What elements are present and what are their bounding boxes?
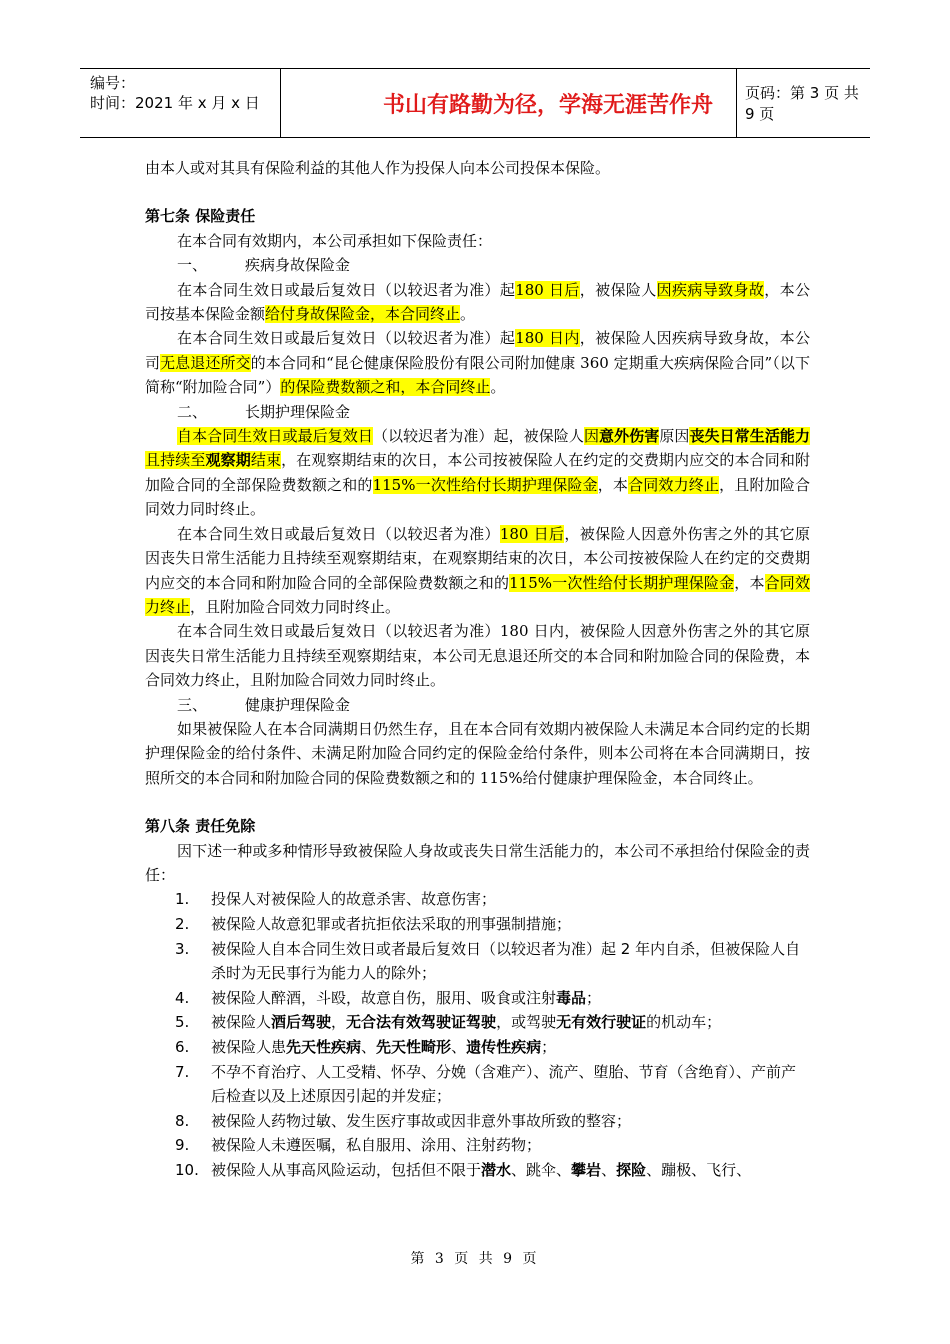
item-text: 被保险人故意犯罪或者抗拒依法采取的刑事强制措施； xyxy=(211,914,572,933)
bold-term: 潜水 xyxy=(481,1160,512,1179)
section-title: 健康护理保险金 xyxy=(245,695,351,714)
item-text: ； xyxy=(541,1037,557,1056)
page-footer: 第 3 页 共 9 页 xyxy=(410,1251,540,1267)
list-item xyxy=(145,986,810,1011)
list-item xyxy=(145,937,810,986)
text: 在本合同生效日或最后复效日（以较迟者为准） xyxy=(177,524,500,543)
text: 原因 xyxy=(659,427,690,446)
highlight: 观察期 xyxy=(205,451,251,470)
article-7-lead: 在本合同有效期内，本公司承担如下保险责任： xyxy=(177,231,493,250)
item-text: ， xyxy=(331,1013,347,1032)
list-item xyxy=(145,1035,810,1060)
item-text: ，或驾驶 xyxy=(496,1013,557,1032)
article-8-lead: 因下述一种或多种情形导致被保险人身故或丧失日常生活能力的，本公司不承担给付保险金的责任： xyxy=(145,841,810,884)
exclusion-list xyxy=(145,887,810,1182)
text: 在本合同生效日或最后复效日（以较迟者为准）起 xyxy=(177,329,516,348)
article-7-title: 第七条 保险责任 xyxy=(145,207,256,226)
page-header xyxy=(80,68,870,138)
date-line: 时间：2021 年 x 月 x 日 xyxy=(90,94,260,112)
item-text: 被保险人患 xyxy=(211,1037,287,1056)
item-text: 投保人对被保险人的故意杀害、故意伤害； xyxy=(211,890,497,909)
item-number: 8. xyxy=(175,1111,190,1130)
text: ，被保险人因疾病导致身故，本公司 xyxy=(145,329,810,372)
highlight: 180 日后 xyxy=(515,280,580,299)
spacer xyxy=(145,180,810,204)
item-text: 、跳伞、 xyxy=(511,1160,572,1179)
list-item xyxy=(145,912,810,937)
text: ，本公司按基本保险金额 xyxy=(145,280,810,324)
item-text: 的机动车； xyxy=(646,1013,722,1032)
document-body xyxy=(145,156,810,1183)
item-number: 3. xyxy=(175,939,190,958)
text: ，在观察期结束的次日，本公司按被保险人在约定的交费期内应交的本合同和附加险合同的全部保险费数额之和的 xyxy=(145,451,810,494)
item-text: 被保险人从事高风险运动，包括但不限于 xyxy=(211,1160,482,1179)
highlight: 115%一次性给付长期护理保险金 xyxy=(509,573,735,592)
item-text: 不孕不育治疗、人工受精、怀孕、分娩（含难产）、流产、堕胎、节育（含绝育）、产前产后检查以及上述原因引起的并发症； xyxy=(211,1062,797,1106)
item-text: 、 xyxy=(361,1037,377,1056)
text: 的本合同和“昆仑健康保险股份有限公司附加健康 360 定期重大疾病保险合同”（以下简称“附加险合同”） xyxy=(145,353,810,397)
paragraph xyxy=(145,424,810,522)
intro-line: 由本人或对其具有保险利益的其他人作为投保人向本公司投保本保险。 xyxy=(145,159,611,177)
section-title: 长期护理保险金 xyxy=(245,402,351,421)
serial-label: 编号： xyxy=(90,74,136,92)
header-motto: 书山有路勤为径，学海无涯苦作舟 xyxy=(382,92,713,118)
list-item xyxy=(145,1133,810,1158)
bold-term: 遗传性疾病 xyxy=(466,1037,542,1056)
item-number: 1. xyxy=(175,890,190,909)
item-text: 被保险人未遵医嘱，私自服用、涂用、注射药物； xyxy=(211,1136,542,1155)
bold-term: 先天性畸形 xyxy=(376,1037,452,1056)
text: 。 xyxy=(490,378,506,397)
bold-term: 无合法有效驾驶证驾驶 xyxy=(346,1013,497,1032)
bold-term: 无有效行驶证 xyxy=(556,1013,647,1032)
item-number: 6. xyxy=(175,1037,190,1056)
header-divider xyxy=(736,69,737,137)
item-number: 2. xyxy=(175,914,190,933)
list-item xyxy=(145,1010,810,1035)
highlight: 180 日后 xyxy=(499,524,565,543)
paragraph xyxy=(145,278,810,327)
text: 。 xyxy=(460,305,476,324)
item-number: 5. xyxy=(175,1013,190,1032)
list-item xyxy=(145,1109,810,1134)
paragraph xyxy=(145,326,810,399)
highlight: 自本合同生效日或最后复效日 xyxy=(177,427,373,446)
section-number: 一、 xyxy=(177,256,208,275)
bold-term: 攀岩 xyxy=(571,1160,602,1179)
highlight: 给付身故保险金，本合同终止 xyxy=(265,305,461,324)
header-meta xyxy=(90,73,275,113)
item-text: 、 xyxy=(451,1037,467,1056)
text: ，被保险人因意外伤害之外的其它原因丧失日常生活能力且持续至观察期结束，在观察期结束的次日，本公司按被保险人在约定的交费期内应交的本合同和附加险合同的全部保险费数额之和的 xyxy=(145,524,810,592)
text: ，被保险人 xyxy=(579,280,657,299)
text: ，本 xyxy=(734,573,765,592)
item-number: 7. xyxy=(175,1062,190,1081)
highlight: 180 日内 xyxy=(515,329,580,348)
bold-term: 毒品 xyxy=(556,988,587,1007)
paragraph xyxy=(145,522,810,620)
item-text: 被保险人醉酒，斗殴，故意自伤，服用、吸食或注射 xyxy=(211,988,557,1007)
highlight: 无息退还所交 xyxy=(160,353,251,372)
paragraph: 如果被保险人在本合同满期日仍然生存，且在本合同有效期内被保险人未满足本合同约定的长期护理保险金的给付条件、未满足附加险合同约定的保险金给付条件，则本公司将在本合同满期日，按照所交的本合同和附加险合同的保险费数额之和的 115%给付健康护理保险金，本合同终止。 xyxy=(145,719,810,787)
text: ，本 xyxy=(597,475,629,494)
item-text: ； xyxy=(586,988,602,1007)
highlight: 115%一次性给付长期护理保险金 xyxy=(372,475,598,494)
item-number: 4. xyxy=(175,988,190,1007)
text: ，且附加险合同效力同时终止。 xyxy=(190,597,401,616)
item-text: 被保险人自本合同生效日或者最后复效日（以较迟者为准）起 2 年内自杀，但被保险人自杀时为无民事行为能力人的除外； xyxy=(211,939,801,983)
list-item xyxy=(145,887,810,912)
section-number: 二、 xyxy=(177,402,208,421)
section-number: 三、 xyxy=(177,695,208,714)
bold-term: 先天性疾病 xyxy=(286,1037,362,1056)
header-divider xyxy=(280,69,281,137)
bold-term: 探险 xyxy=(616,1160,647,1179)
spacer xyxy=(145,790,810,814)
section-title: 疾病身故保险金 xyxy=(245,256,351,275)
list-item xyxy=(145,1060,810,1109)
highlight: 意外伤害 xyxy=(599,427,660,446)
highlight: 的保险费数额之和，本合同终止 xyxy=(280,378,491,397)
article-8-title: 第八条 责任免除 xyxy=(145,817,256,836)
item-number: 10. xyxy=(175,1160,199,1179)
highlight: 且持续至 xyxy=(145,451,206,470)
list-item xyxy=(145,1158,810,1183)
item-text: 、蹦极、飞行、 xyxy=(646,1160,752,1179)
section-3-heading xyxy=(145,693,810,717)
text: 在本合同生效日或最后复效日（以较迟者为准）起 xyxy=(177,280,516,299)
item-text: 被保险人 xyxy=(211,1013,272,1032)
bold-term: 酒后驾驶 xyxy=(271,1013,332,1032)
highlight: 合同效力终止 xyxy=(145,573,810,616)
highlight: 结束 xyxy=(250,451,282,470)
item-text: 、 xyxy=(601,1160,617,1179)
section-2-heading xyxy=(145,400,810,424)
header-page-info: 页码：第 3 页 共 9 页 xyxy=(745,84,859,123)
highlight: 因 xyxy=(583,427,600,446)
item-number: 9. xyxy=(175,1136,190,1155)
section-1-heading xyxy=(145,253,810,277)
item-text: 被保险人药物过敏、发生医疗事故或因非意外事故所致的整容； xyxy=(211,1111,632,1130)
highlight: 合同效力终止 xyxy=(628,475,720,494)
highlight: 丧失日常生活能力 xyxy=(689,427,810,446)
text: ，且附加险合同效力同时终止。 xyxy=(145,475,810,519)
text: （以较迟者为准）起，被保险人 xyxy=(372,427,584,446)
paragraph: 在本合同生效日或最后复效日（以较迟者为准）180 日内，被保险人因意外伤害之外的其它原因丧失日常生活能力且持续至观察期结束，本公司无息退还所交的本合同和附加险合同的保险费，本合同效力终止，且附加险合同效力同时终止。 xyxy=(145,622,810,690)
highlight: 因疾病导致身故 xyxy=(656,280,765,299)
